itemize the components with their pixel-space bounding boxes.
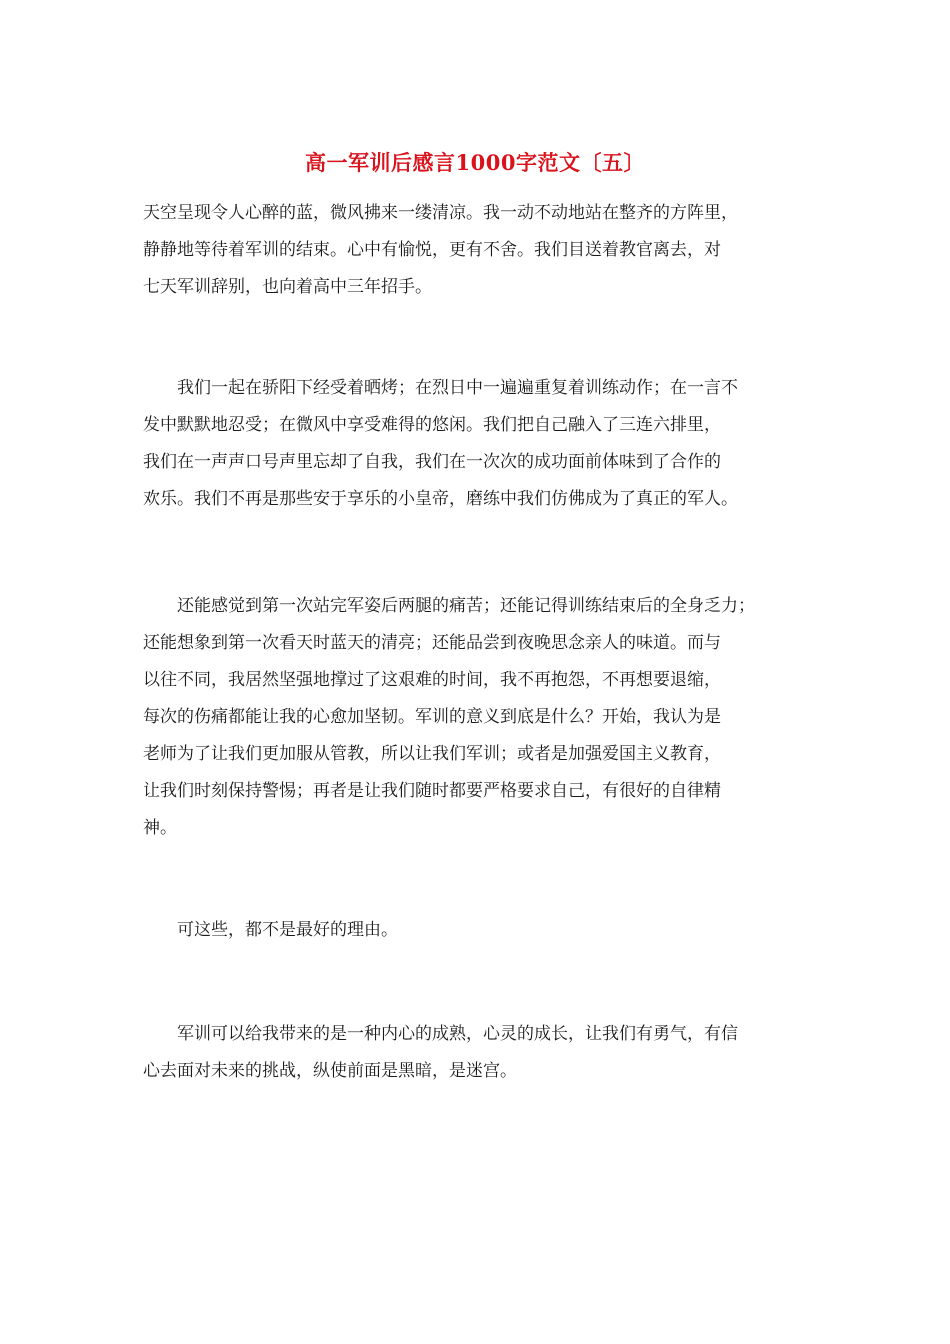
paragraph-4 xyxy=(143,912,815,949)
paragraph-line: 老师为了让我们更加服从管教，所以让我们军训；或者是加强爱国主义教育， xyxy=(143,744,721,764)
paragraph-2 xyxy=(143,370,815,518)
paragraph-line: 神。 xyxy=(143,818,177,838)
paragraph-1 xyxy=(143,195,815,306)
paragraph-line: 七天军训辞别，也向着高中三年招手。 xyxy=(143,277,432,297)
document-title: 高一军训后感言1000字范文〔五〕 xyxy=(305,150,645,175)
paragraph-line: 每次的伤痛都能让我的心愈加坚韧。军训的意义到底是什么？开始，我认为是 xyxy=(143,707,721,727)
paragraph-5 xyxy=(143,1016,815,1090)
paragraph-line: 天空呈现令人心醉的蓝，微风拂来一缕清凉。我一动不动地站在整齐的方阵里， xyxy=(143,203,738,223)
paragraph-line: 心去面对未来的挑战，纵使前面是黑暗，是迷宫。 xyxy=(143,1061,517,1081)
paragraph-line: 还能感觉到第一次站完军姿后两腿的痛苦；还能记得训练结束后的全身乏力； xyxy=(177,596,755,616)
paragraph-line: 欢乐。我们不再是那些安于享乐的小皇帝，磨练中我们仿佛成为了真正的军人。 xyxy=(143,489,738,509)
paragraph-line: 以往不同，我居然坚强地撑过了这艰难的时间，我不再抱怨，不再想要退缩， xyxy=(143,670,721,690)
paragraph-line: 我们在一声声口号声里忘却了自我，我们在一次次的成功面前体味到了合作的 xyxy=(143,452,721,472)
paragraph-line: 发中默默地忍受；在微风中享受难得的悠闲。我们把自己融入了三连六排里， xyxy=(143,415,721,435)
paragraph-line: 还能想象到第一次看天时蓝天的清亮；还能品尝到夜晚思念亲人的味道。而与 xyxy=(143,633,721,653)
paragraph-line: 静静地等待着军训的结束。心中有愉悦，更有不舍。我们目送着教官离去，对 xyxy=(143,240,721,260)
paragraph-line: 军训可以给我带来的是一种内心的成熟，心灵的成长，让我们有勇气，有信 xyxy=(177,1024,738,1044)
paragraph-3 xyxy=(143,588,815,847)
paragraph-line: 我们一起在骄阳下经受着晒烤；在烈日中一遍遍重复着训练动作；在一言不 xyxy=(177,378,738,398)
paragraph-line: 可这些，都不是最好的理由。 xyxy=(177,920,398,940)
paragraph-line: 让我们时刻保持警惕；再者是让我们随时都要严格要求自己，有很好的自律精 xyxy=(143,781,721,801)
